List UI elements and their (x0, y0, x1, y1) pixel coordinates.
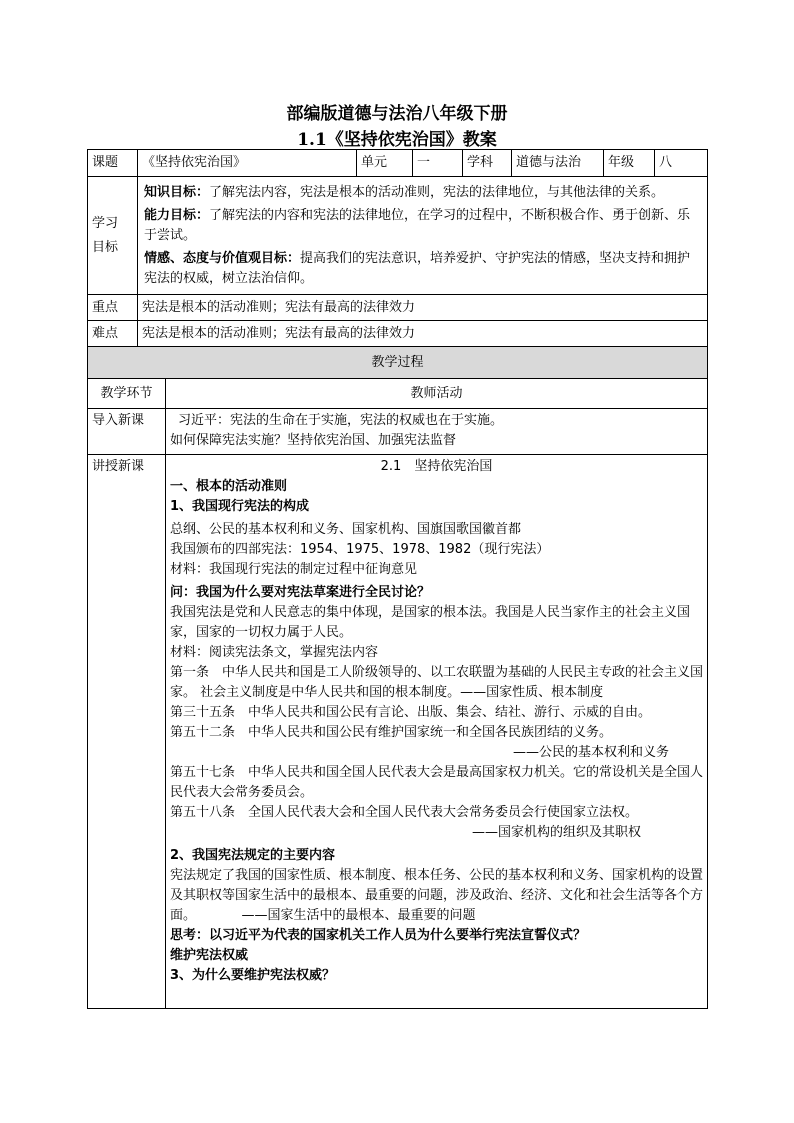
lecture-content (166, 455, 708, 1009)
intro-content (166, 409, 708, 455)
stage-header: 教学环节 (88, 379, 166, 409)
nianji-value: 八 (655, 150, 708, 177)
nianji-label: 年级 (604, 150, 655, 177)
question-2: 思考：以习近平为代表的国家机关工作人员为什么要举行宪法宣誓仪式？ (170, 928, 587, 943)
xueke-label: 学科 (463, 150, 512, 177)
article-1: 第一条 中华人民共和国是工人阶级领导的、以工农联盟为基础的人民民主专政的社会主义国家。 社会主义制度是中华人民共和国的根本制度。——国家性质、根本制度 (170, 665, 704, 700)
process-title: 教学过程 (88, 347, 708, 379)
heading-5: 3、为什么要维护宪法权威？ (170, 968, 336, 983)
header-row (88, 150, 708, 177)
article-35: 第三十五条 中华人民共和国公民有言论、出版、集会、结社、游行、示威的自由。 (170, 705, 652, 720)
knowledge-title: 知识目标： (144, 184, 210, 200)
process-title-row (88, 347, 708, 379)
article-58: 第五十八条 全国人民代表大会和全国人民代表大会常务委员会行使国家立法权。 (170, 805, 639, 820)
lecture-row (88, 455, 708, 1009)
lesson-plan-table (87, 149, 708, 1009)
article-52: 第五十二条 中华人民共和国公民有维护国家统一和全国各民族团结的义务。 (170, 725, 613, 740)
intro-line1: 习近平：宪法的生命在于实施，宪法的权威也在于实施。 (178, 413, 504, 428)
teacher-header: 教师活动 (166, 379, 708, 409)
goals-row (88, 177, 708, 295)
section-title: 2.1 坚持依宪治国 (380, 459, 493, 474)
goals-label: 学习目标 (88, 177, 138, 295)
intro-label: 导入新课 (88, 409, 166, 455)
difficult-point-label: 难点 (88, 321, 138, 347)
ability-text: 了解宪法的内容和宪法的法律地位，在学习的过程中，不断积极合作、勇于创新、乐于尝试。 (144, 207, 691, 243)
heading-4: 维护宪法权威 (170, 948, 249, 963)
key-point-row (88, 295, 708, 321)
document-subtitle: 1.1《坚持依宪治国》教案 (297, 130, 497, 150)
paragraph-3: 材料：我国现行宪法的制定过程中征询意见 (170, 562, 418, 577)
difficult-point-row (88, 321, 708, 347)
knowledge-text: 了解宪法内容，宪法是根本的活动准则，宪法的法律地位，与其他法律的关系。 (209, 184, 665, 200)
paragraph-11: 宪法规定了我国的国家性质、根本制度、根本任务、公民的基本权利和义务、国家机构的设置及其职权等国家生活中的最根本、最重要的问题，涉及政治、经济、文化和社会生活等各个方面。 ——国家生活中的最根本、最重要的问题 (170, 868, 704, 923)
heading-2: 1、我国现行宪法的构成 (170, 499, 310, 514)
paragraph-1: 总纲、公民的基本权利和义务、国家机构、国旗国歌国徽首都 (170, 522, 522, 537)
danyuan-value: 一 (413, 150, 463, 177)
heading-1: 一、根本的活动准则 (170, 479, 288, 494)
intro-row (88, 409, 708, 455)
document-title: 部编版道德与法治八年级下册 (286, 104, 508, 124)
emotion-text: 提高我们的宪法意识，培养爱护、守护宪法的情感，坚决支持和拥护宪法的权威，树立法治信仰。 (144, 250, 691, 286)
key-point-label: 重点 (88, 295, 138, 321)
paragraph-5: 材料：阅读宪法条文，掌握宪法内容 (170, 645, 379, 660)
column-header-row (88, 379, 708, 409)
paragraph-2: 我国颁布的四部宪法：1954、1975、1978、1982（现行宪法） (170, 542, 550, 557)
keti-label: 课题 (88, 150, 138, 177)
article-57: 第五十七条 中华人民共和国全国人民代表大会是最高国家权力机关。它的常设机关是全国人民代表大会常务委员会。 (170, 765, 704, 800)
lecture-label: 讲授新课 (88, 455, 166, 1009)
keti-value: 《坚持依宪治国》 (138, 150, 357, 177)
ability-title: 能力目标： (144, 207, 210, 223)
danyuan-label: 单元 (357, 150, 413, 177)
heading-3: 2、我国宪法规定的主要内容 (170, 848, 336, 863)
article-52-note: ——公民的基本权利和义务 (513, 745, 670, 760)
xueke-value: 道德与法治 (512, 150, 604, 177)
article-58-note: ——国家机构的组织及其职权 (472, 825, 642, 840)
goals-content (138, 177, 708, 295)
key-point-text: 宪法是根本的活动准则；宪法有最高的法律效力 (138, 295, 708, 321)
intro-line2: 如何保障宪法实施？坚持依宪治国、加强宪法监督 (170, 433, 457, 448)
question-1: 问：我国为什么要对宪法草案进行全民讨论？ (170, 585, 431, 600)
paragraph-4: 我国宪法是党和人民意志的集中体现，是国家的根本法。我国是人民当家作主的社会主义国家，国家的一切权力属于人民。 (170, 605, 691, 640)
difficult-point-text: 宪法是根本的活动准则；宪法有最高的法律效力 (138, 321, 708, 347)
emotion-title: 情感、态度与价值观目标： (144, 250, 301, 266)
